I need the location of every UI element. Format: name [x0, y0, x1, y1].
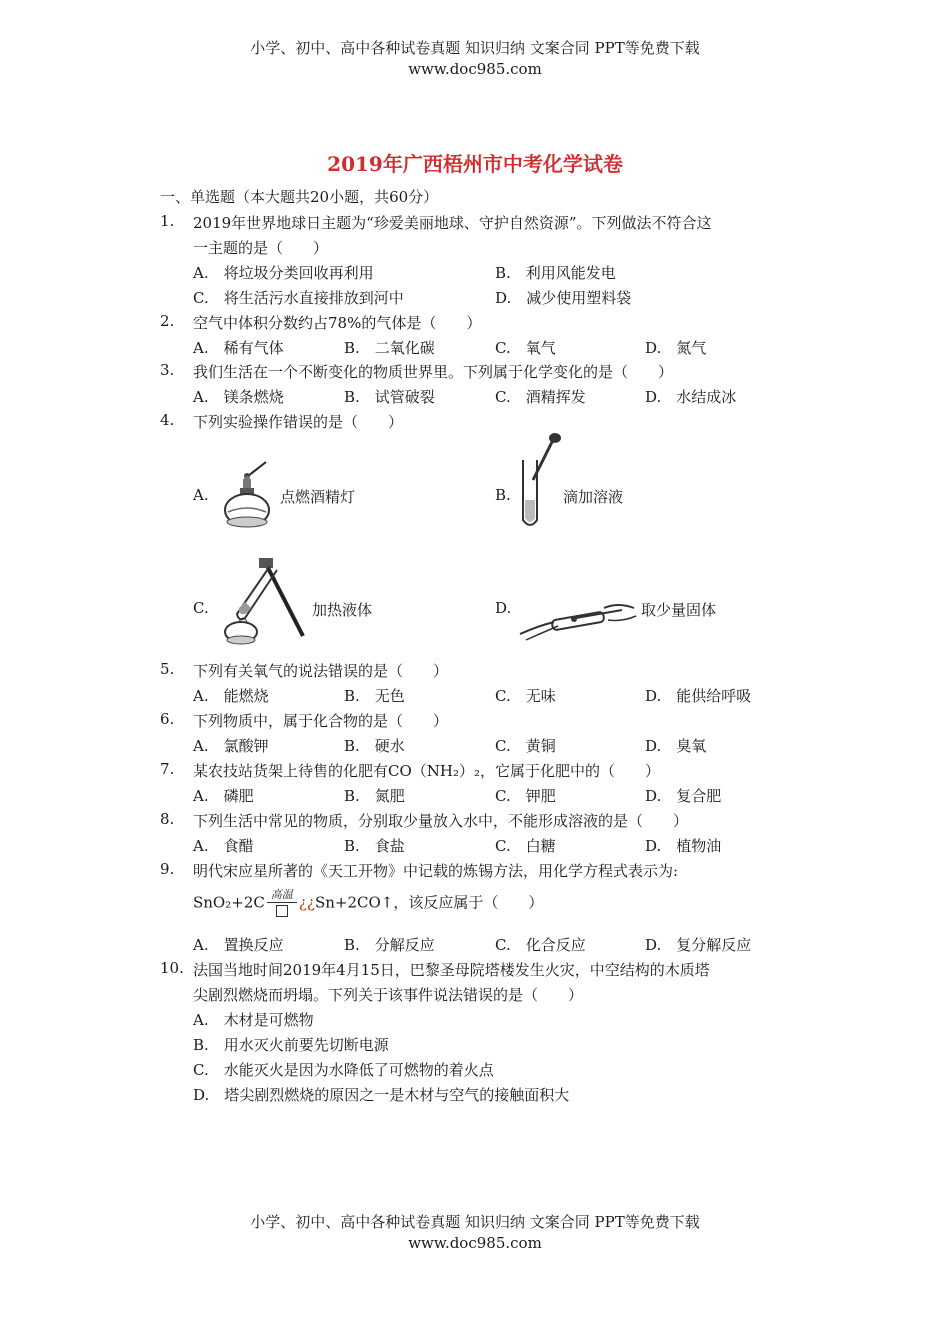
question-text: 明代宋应星所著的《天工开物》中记载的炼锡方法，用化学方程式表示为: [193, 862, 679, 880]
page-header [0, 38, 950, 80]
option-d-text: 取少量固体 [641, 601, 717, 619]
option-d: D. 能供给呼吸 [645, 687, 752, 705]
option-c: C. 酒精挥发 [495, 388, 586, 406]
option-c: C. 黄铜 [495, 737, 556, 755]
option-b-letter: B. [495, 486, 511, 504]
header-line-2: www.doc985.com [408, 60, 542, 78]
question-text: 空气中体积分数约占78%的气体是（ ） [193, 314, 482, 332]
heating-liquid-image [215, 556, 310, 646]
reaction-condition [267, 886, 297, 921]
question-number: 2. [160, 312, 175, 330]
equation-products: Sn+2CO↑，该反应属于（ ） [314, 893, 544, 912]
question-text: 某农技站货架上待售的化肥有CO（NH₂）₂，它属于化肥中的（ ） [193, 762, 661, 780]
option-d: D. 植物油 [645, 837, 722, 855]
option-a: A. 镁条燃烧 [193, 388, 284, 406]
option-d: D. 氮气 [645, 339, 707, 357]
question-number: 4. [160, 411, 175, 429]
option-a: A. 将垃圾分类回收再利用 [193, 264, 374, 282]
section-heading: 一、单选题（本大题共20小题，共60分） [160, 188, 439, 206]
question-text-cont: 尖剧烈燃烧而坍塌。下列关于该事件说法错误的是（ ） [193, 986, 584, 1004]
condition-text: 高温 [267, 886, 297, 903]
equation-reactants: SnO₂+2C [193, 893, 265, 912]
question-text-cont: 一主题的是（ ） [193, 239, 329, 257]
question-text: 法国当地时间2019年4月15日，巴黎圣母院塔楼发生火灾，中空结构的木质塔 [193, 961, 710, 979]
footer-line-1: 小学、初中、高中各种试卷真题 知识归纳 文案合同 PPT等免费下载 [250, 1213, 700, 1231]
option-b: B. 二氧化碳 [344, 339, 435, 357]
question-text: 下列物质中，属于化合物的是（ ） [193, 712, 449, 730]
page-footer [0, 1212, 950, 1254]
option-d-letter: D. [495, 599, 512, 617]
question-number: 9. [160, 860, 175, 878]
option-d: D. 复合肥 [645, 787, 722, 805]
alcohol-lamp-lighting-image [218, 458, 276, 530]
option-c: C. 化合反应 [495, 936, 586, 954]
garbled-glyph: ¿ [298, 893, 307, 912]
taking-solid-image [518, 596, 638, 644]
option-a-letter: A. [193, 486, 209, 504]
question-text: 下列实验操作错误的是（ ） [193, 413, 404, 431]
option-d: D. 塔尖剧烈燃烧的原因之一是木材与空气的接触面积大 [193, 1086, 570, 1104]
dropper-test-tube-image [515, 430, 565, 530]
option-c-letter: C. [193, 599, 209, 617]
option-d: D. 水结成冰 [645, 388, 737, 406]
question-text: 下列有关氧气的说法错误的是（ ） [193, 662, 449, 680]
option-c: C. 无味 [495, 687, 556, 705]
option-c: C. 钾肥 [495, 787, 556, 805]
option-c: C. 将生活污水直接排放到河中 [193, 289, 404, 307]
question-text: 下列生活中常见的物质，分别取少量放入水中，不能形成溶液的是（ ） [193, 812, 689, 830]
option-d: D. 复分解反应 [645, 936, 752, 954]
option-d: D. 臭氧 [645, 737, 707, 755]
option-a: A. 木材是可燃物 [193, 1011, 314, 1029]
option-b: B. 氮肥 [344, 787, 405, 805]
question-text: 2019年世界地球日主题为“珍爱美丽地球、守护自然资源”。下列做法不符合这 [193, 214, 712, 232]
question-number: 6. [160, 710, 175, 728]
missing-glyph-box [276, 905, 288, 917]
option-b-text: 滴加溶液 [563, 488, 624, 506]
footer-line-2: www.doc985.com [408, 1234, 542, 1252]
option-a-text: 点燃酒精灯 [280, 488, 356, 506]
option-a: A. 食醋 [193, 837, 254, 855]
paper-title: 2019年广西梧州市中考化学试卷 [327, 152, 623, 176]
option-b: B. 无色 [344, 687, 405, 705]
header-line-1: 小学、初中、高中各种试卷真题 知识归纳 文案合同 PPT等免费下载 [250, 39, 700, 57]
question-number: 5. [160, 660, 175, 678]
option-b: B. 用水灭火前要先切断电源 [193, 1036, 389, 1054]
option-c-text: 加热液体 [312, 601, 373, 619]
question-number: 3. [160, 361, 175, 379]
question-number: 8. [160, 810, 175, 828]
option-d: D. 减少使用塑料袋 [495, 289, 632, 307]
question-text: 我们生活在一个不断变化的物质世界里。下列属于化学变化的是（ ） [193, 363, 674, 381]
option-a: A. 稀有气体 [193, 339, 284, 357]
option-a: A. 置换反应 [193, 936, 284, 954]
question-number: 10. [160, 959, 184, 977]
option-a: A. 能燃烧 [193, 687, 269, 705]
option-b: B. 硬水 [344, 737, 405, 755]
question-number: 1. [160, 212, 175, 230]
option-c: C. 白糖 [495, 837, 556, 855]
option-b: B. 分解反应 [344, 936, 435, 954]
garbled-glyph: ¿ [306, 893, 315, 912]
chemical-equation [193, 886, 543, 921]
option-b: B. 试管破裂 [344, 388, 435, 406]
option-b: B. 食盐 [344, 837, 405, 855]
option-c: C. 水能灭火是因为水降低了可燃物的着火点 [193, 1061, 494, 1079]
question-number: 7. [160, 760, 175, 778]
option-b: B. 利用风能发电 [495, 264, 616, 282]
option-a: A. 磷肥 [193, 787, 254, 805]
option-a: A. 氯酸钾 [193, 737, 269, 755]
option-c: C. 氧气 [495, 339, 556, 357]
